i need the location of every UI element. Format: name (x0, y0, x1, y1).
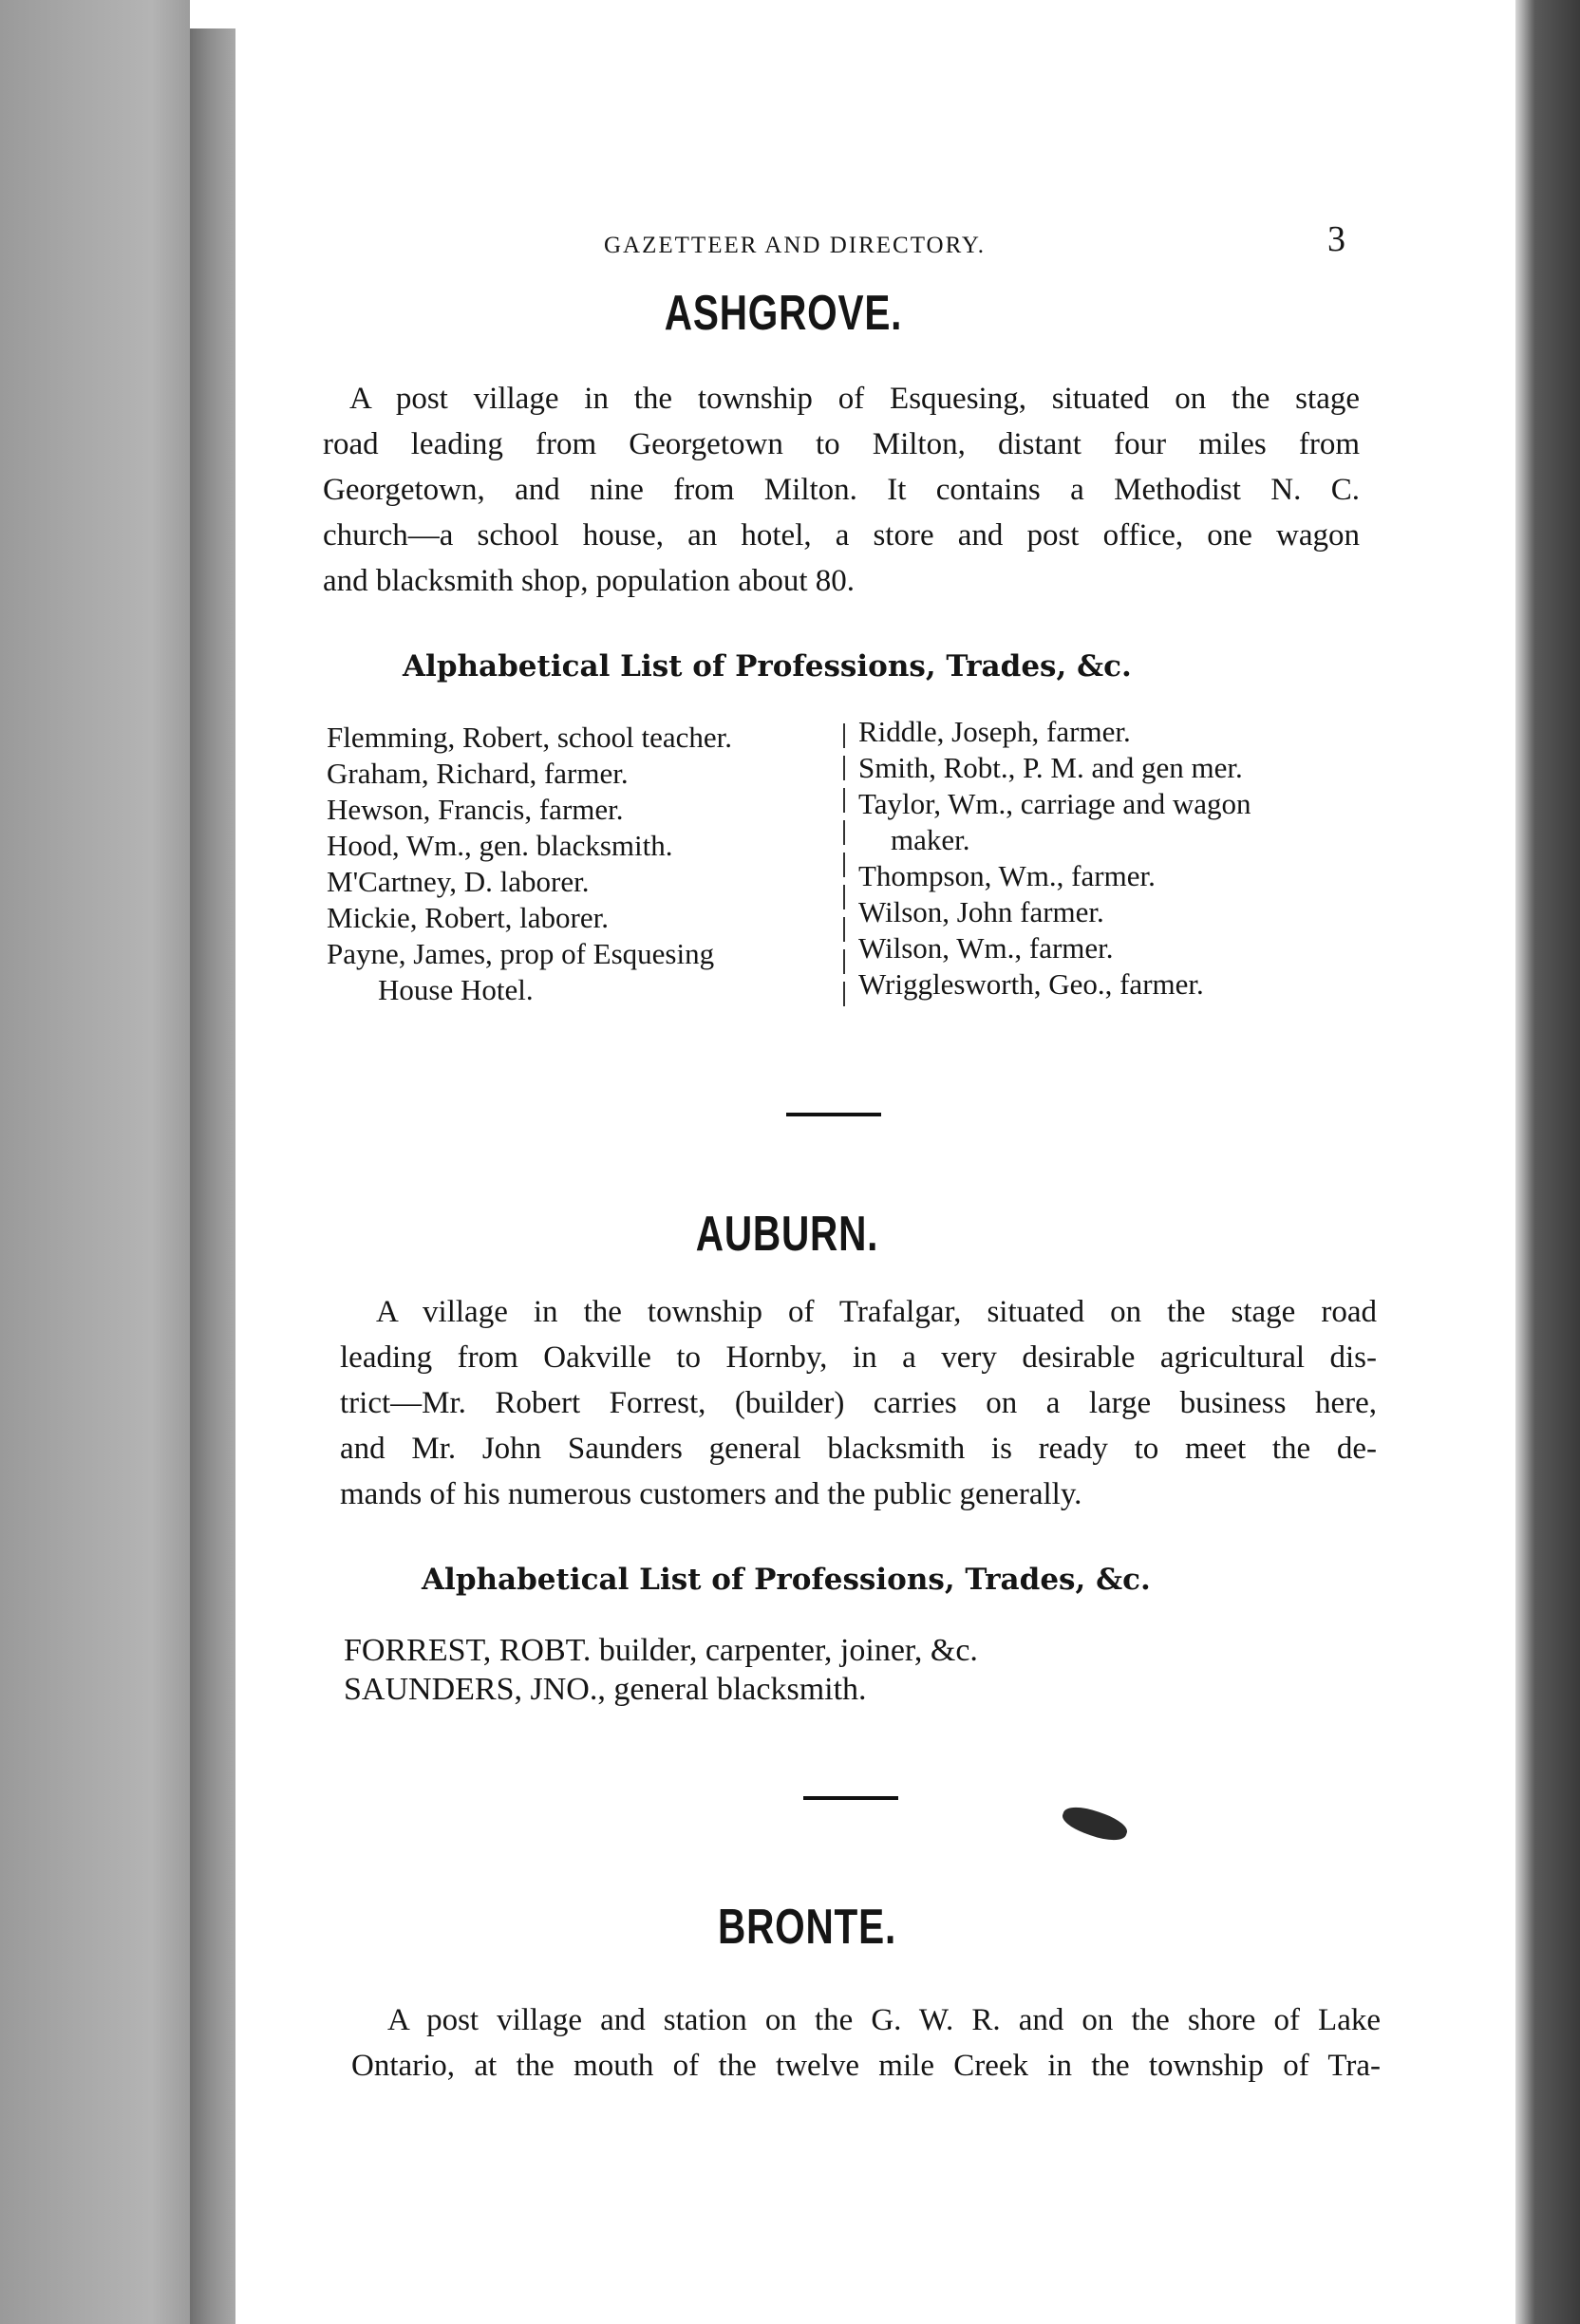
list-entry: Wilson, Wm., farmer. (858, 931, 1114, 965)
page-number: 3 (1327, 219, 1345, 259)
paragraph-line: and Mr. John Saunders general blacksmith is ready to meet the de- (340, 1432, 1377, 1466)
auburn-description (340, 1289, 1377, 1517)
ashgrove-description (323, 376, 1360, 604)
ashgrove-list-left-column (327, 720, 732, 1008)
list-entry: Taylor, Wm., carriage and wagon (858, 787, 1251, 820)
list-entry: Wrigglesworth, Geo., farmer. (858, 967, 1204, 1001)
paragraph-line: trict—Mr. Robert Forrest, (builder) carries on a large business here, (340, 1386, 1377, 1420)
bronte-description (351, 1997, 1381, 2089)
paragraph-line: A post village and station on the G. W. R. and on the shore of Lake (387, 2003, 1381, 2037)
paragraph-line: A village in the township of Trafalgar, situated on the stage road (376, 1295, 1377, 1329)
paragraph-line: leading from Oakville to Hornby, in a very desirable agricultural dis- (340, 1340, 1377, 1375)
list-entry: Hood, Wm., gen. blacksmith. (327, 829, 673, 862)
ashgrove-list-right-column (858, 714, 1251, 1003)
paragraph-line: mands of his numerous customers and the public generally. (340, 1477, 1082, 1511)
column-divider (843, 723, 845, 1008)
section-title-auburn: AUBURN. (695, 1207, 879, 1262)
list-entry: Wilson, John farmer. (858, 895, 1104, 928)
ashgrove-list-heading: Alphabetical List of Professions, Trades, &c. (403, 649, 1132, 684)
list-entry: Hewson, Francis, farmer. (327, 793, 624, 826)
section-divider-rule (786, 1113, 881, 1116)
auburn-list (344, 1631, 978, 1709)
list-entry: SAUNDERS, JNO., general blacksmith. (344, 1672, 867, 1707)
list-entry: Riddle, Joseph, farmer. (858, 715, 1131, 748)
book-page (235, 0, 1515, 2324)
paragraph-line: Georgetown, and nine from Milton. It contains a Methodist N. C. (323, 473, 1360, 507)
list-entry-continuation: maker. (891, 823, 970, 856)
section-title-bronte: BRONTE. (718, 1900, 896, 1955)
paragraph-line: Ontario, at the mouth of the twelve mile Creek in the township of Tra- (351, 2049, 1381, 2083)
section-title-ashgrove: ASHGROVE. (664, 286, 903, 341)
paragraph-line: A post village in the township of Esquesing, situated on the stage (349, 382, 1360, 416)
list-entry: M'Cartney, D. laborer. (327, 865, 590, 898)
page-gutter-shadow (190, 28, 235, 2324)
auburn-list-heading: Alphabetical List of Professions, Trades, &c. (422, 1563, 1151, 1597)
section-divider-rule (803, 1796, 898, 1800)
list-entry: Mickie, Robert, laborer. (327, 901, 609, 934)
list-entry: Payne, James, prop of Esquesing (327, 937, 715, 970)
list-entry: FORREST, ROBT. builder, carpenter, joiner, &c. (344, 1633, 978, 1668)
running-title: GAZETTEER AND DIRECTORY. (604, 233, 986, 258)
list-entry: Flemming, Robert, school teacher. (327, 721, 733, 754)
paragraph-line: church—a school house, an hotel, a store and post office, one wagon (323, 518, 1360, 553)
paragraph-line: road leading from Georgetown to Milton, distant four miles from (323, 427, 1360, 461)
list-entry: Thompson, Wm., farmer. (858, 859, 1156, 892)
book-cover-edge (1515, 0, 1580, 2324)
list-entry: Smith, Robt., P. M. and gen mer. (858, 751, 1243, 784)
paragraph-line: and blacksmith shop, population about 80. (323, 564, 856, 598)
list-entry-continuation: House Hotel. (378, 973, 534, 1006)
list-entry: Graham, Richard, farmer. (327, 757, 629, 790)
book-binding-edge (0, 0, 190, 2324)
